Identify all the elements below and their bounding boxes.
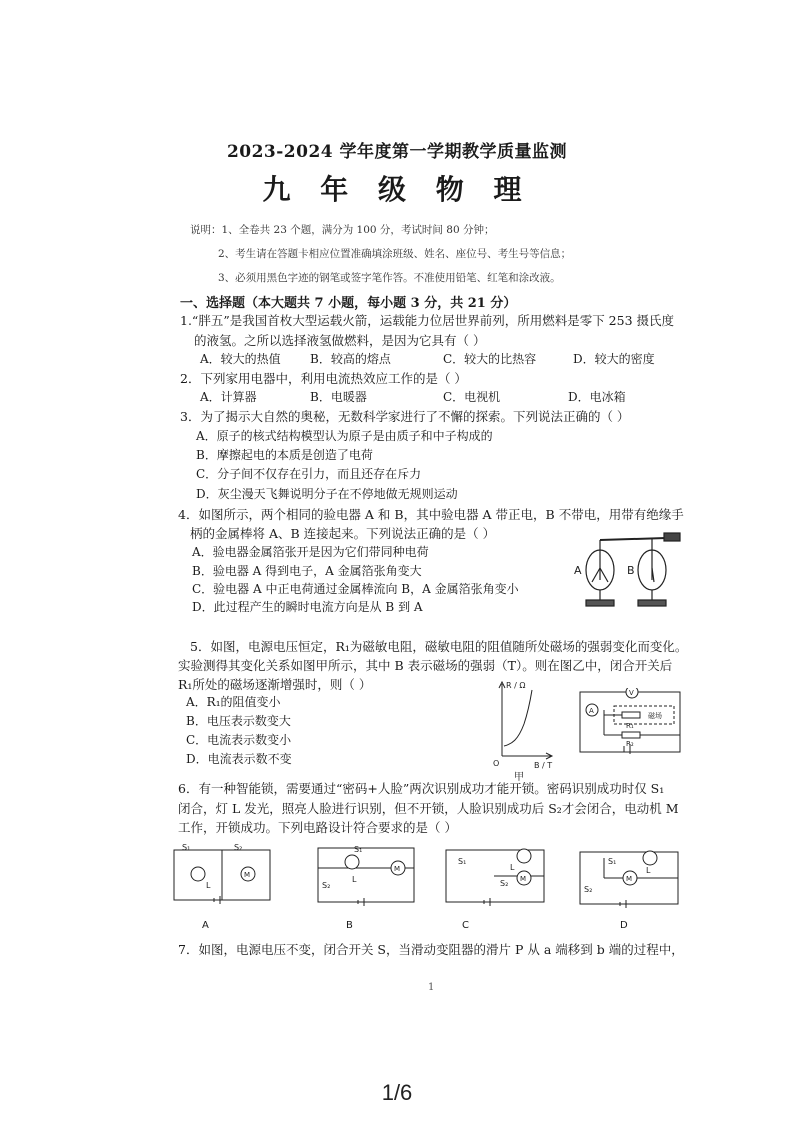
q6-label-d: D [620, 920, 628, 931]
ammeter-symbol: A [589, 707, 594, 715]
r1-label: R₁ [626, 722, 634, 730]
q6d-lamp: L [646, 866, 651, 875]
q4-option-d: D．此过程产生的瞬时电流方向是从 B 到 A [192, 600, 423, 614]
q6-stem-3: 工作，开锁成功。下列电路设计符合要求的是（ ） [178, 820, 457, 835]
q4-stem-1: 4．如图所示，两个相同的验电器 A 和 B，其中验电器 A 带正电，B 不带电，用带有绝缘手 [178, 507, 684, 522]
subject-title: 九 年 级 物 理 [262, 173, 532, 206]
q6a-s2: S₂ [234, 843, 243, 852]
graph-caption: 甲 [514, 772, 524, 783]
q6b-s1: S₁ [354, 845, 363, 854]
q1-option-a: A．较大的热值 [200, 352, 281, 366]
r2-label: R₂ [626, 740, 634, 748]
q5-option-c: C．电流表示数变小 [186, 733, 292, 747]
q6c-lamp: L [510, 863, 515, 872]
q5-option-b: B．电压表示数变大 [186, 714, 291, 728]
q6a-lamp: L [206, 881, 211, 890]
q2-option-b: B．电暖器 [310, 390, 367, 404]
q5-stem-1: 5．如图，电源电压恒定，R₁为磁敏电阻，磁敏电阻的阻值随所处磁场的强弱变化而变化。 [190, 639, 688, 654]
q6a-s1: S₁ [182, 843, 191, 852]
q3-option-d: D．灰尘漫天飞舞说明分子在不停地做无规则运动 [196, 487, 458, 501]
electroscope-label-b: B [627, 564, 635, 577]
q3-option-c: C．分子间不仅存在引力，而且还存在斥力 [196, 467, 422, 481]
q5-stem-2: 实验测得其变化关系如图甲所示，其中 B 表示磁场的强弱（T）。则在图乙中，闭合开关后 [178, 658, 673, 673]
exam-title: 2023-2024 学年度第一学期教学质量监测 [226, 142, 568, 162]
q6-stem-1: 6．有一种智能锁，需要通过“密码+人脸”两次识别成功才能开锁。密码识别成功时仅 S₁ [178, 781, 665, 796]
q1-option-b: B．较高的熔点 [310, 352, 391, 366]
q3-option-a: A．原子的核式结构模型认为原子是由质子和中子构成的 [196, 429, 493, 443]
q6b-lamp: L [352, 875, 357, 884]
q4-option-a: A．验电器金属箔张开是因为它们带同种电荷 [192, 545, 429, 559]
q6-circuit-a [168, 842, 278, 912]
field-label: 磁场 [648, 712, 662, 720]
q1-stem-1: 1.“胖五”是我国首枚大型运载火箭，运载能力位居世界前列，所用燃料是零下 253 摄氏度 [180, 313, 675, 328]
graph-x-label: B / T [534, 761, 553, 770]
q1-stem-2: 的液氢。之所以选择液氢做燃料，是因为它具有（ ） [194, 333, 486, 348]
q2-stem: 2．下列家用电器中，利用电流热效应工作的是（ ） [180, 371, 467, 386]
electroscope-label-a: A [574, 564, 582, 577]
q2-option-a: A．计算器 [200, 390, 257, 404]
note-line-1: 说明：1、全卷共 23 个题，满分为 100 分，考试时间 80 分钟； [190, 224, 495, 236]
q6a-motor: M [244, 871, 251, 879]
q1-option-d: D．较大的密度 [573, 352, 655, 366]
note-line-2: 2、考生请在答题卡相应位置准确填涂班级、姓名、座位号、考生号等信息； [218, 248, 572, 260]
q6-circuit-d [574, 842, 686, 912]
q2-option-c: C．电视机 [443, 390, 501, 404]
q6-stem-2: 闭合，灯 L 发光，照亮人脸进行识别，但不开锁，人脸识别成功后 S₂才会闭合，电动机 M [178, 801, 679, 816]
q6b-motor: M [394, 865, 401, 873]
page-counter: 1/6 [381, 1080, 413, 1105]
q6-circuit-c [440, 842, 552, 912]
q6-label-b: B [346, 920, 353, 931]
q6-label-c: C [462, 920, 469, 931]
q4-option-b: B．验电器 A 得到电子，A 金属箔张角变大 [192, 564, 422, 578]
q4-option-c: C．验电器 A 中正电荷通过金属棒流向 B，A 金属箔张角变小 [192, 582, 519, 596]
q5-circuit [574, 688, 686, 762]
q7-stem: 7．如图，电源电压不变，闭合开关 S，当滑动变阻器的滑片 P 从 a 端移到 b 端的过程中， [178, 942, 684, 957]
note-line-3: 3、必须用黑色字迹的钢笔或签字笔作答。不准使用铅笔、红笔和涂改液。 [218, 272, 561, 284]
graph-y-label: R / Ω [506, 681, 526, 690]
q6d-s1: S₁ [608, 857, 617, 866]
q6d-s2: S₂ [584, 885, 593, 894]
electroscope-figure [572, 528, 684, 612]
q6d-motor: M [626, 875, 633, 883]
graph-origin: O [493, 759, 500, 768]
q5-resistance-graph [488, 676, 558, 776]
q5-stem-3: R₁所处的磁场逐渐增强时，则（ ） [178, 677, 372, 692]
q2-option-d: D．电冰箱 [568, 390, 626, 404]
q3-stem: 3．为了揭示大自然的奥秘，无数科学家进行了不懈的探索。下列说法正确的（ ） [180, 409, 630, 424]
q6-label-a: A [202, 920, 209, 931]
q4-stem-2: 柄的金属棒将 A、B 连接起来。下列说法正确的是（ ） [190, 526, 496, 541]
section-heading: 一、选择题（本大题共 7 小题，每小题 3 分，共 21 分） [180, 296, 517, 311]
q5-option-d: D．电流表示数不变 [186, 752, 292, 766]
q3-option-b: B．摩擦起电的本质是创造了电荷 [196, 448, 373, 462]
q6c-s2: S₂ [500, 879, 509, 888]
q6c-s1: S₁ [458, 857, 467, 866]
q1-option-c: C．较大的比热容 [443, 352, 537, 366]
q6b-s2: S₂ [322, 881, 331, 890]
q6c-motor: M [520, 875, 527, 883]
q6-circuit-b [312, 842, 422, 912]
print-page-mark: 1 [428, 982, 435, 993]
voltmeter-symbol: V [629, 689, 634, 697]
q5-option-a: A．R₁的阻值变小 [186, 695, 281, 709]
